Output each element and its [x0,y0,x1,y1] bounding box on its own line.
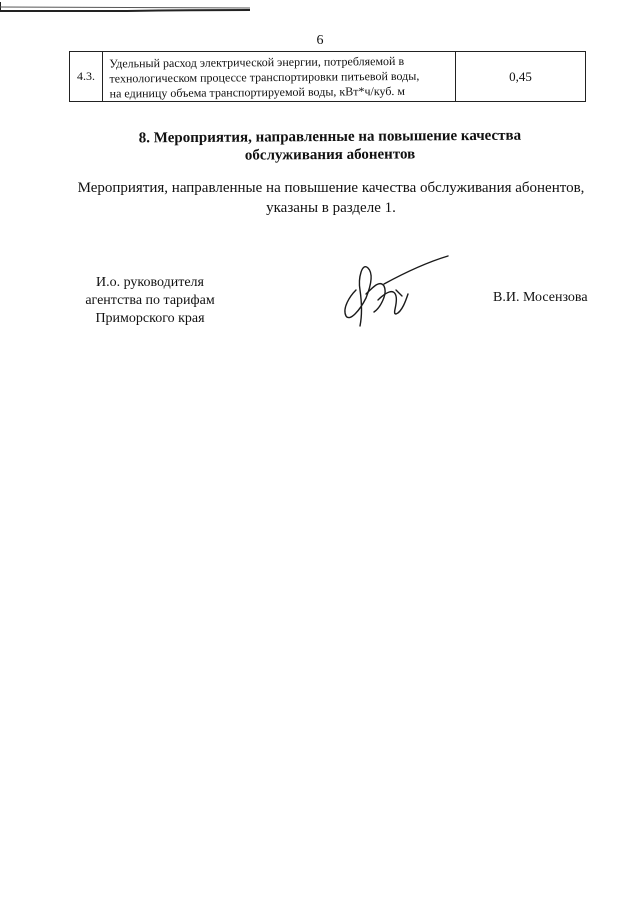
signatory-position-line: Приморского края [95,311,205,326]
signatory-position [70,274,230,328]
page-number: 6 [316,33,324,48]
signatory-name: В.И. Мосензова [493,290,588,305]
section-heading-line: 8. Мероприятия, направленные на повышение качества [138,127,522,147]
row-description [102,50,455,103]
row-description-line: на единицу объема транспортируемой воды, кВт*ч/куб. м [109,82,405,100]
signatory-position-line: агентства по тарифам [85,293,215,308]
signatory-position-line: И.о. руководителя [95,275,204,290]
section-body-line: Мероприятия, направленные на повышение качества обслуживания абонентов, [77,180,585,196]
row-number: 4.3. [70,52,103,102]
handwritten-signature [336,250,456,332]
section-body [0,178,640,218]
scan-edge-artifact [0,0,250,14]
row-description-line: Удельный расход электрической энергии, потребляемой в [108,52,404,70]
table-row [70,52,586,102]
row-value: 0,45 [456,52,586,102]
section-heading-line: обслуживания абонентов [244,146,416,164]
row-description-line: технологическом процессе транспортировки питьевой воды, [108,67,419,85]
section-body-line: указаны в разделе 1. [266,200,396,216]
section-heading [0,126,640,167]
indicators-table [69,51,586,102]
